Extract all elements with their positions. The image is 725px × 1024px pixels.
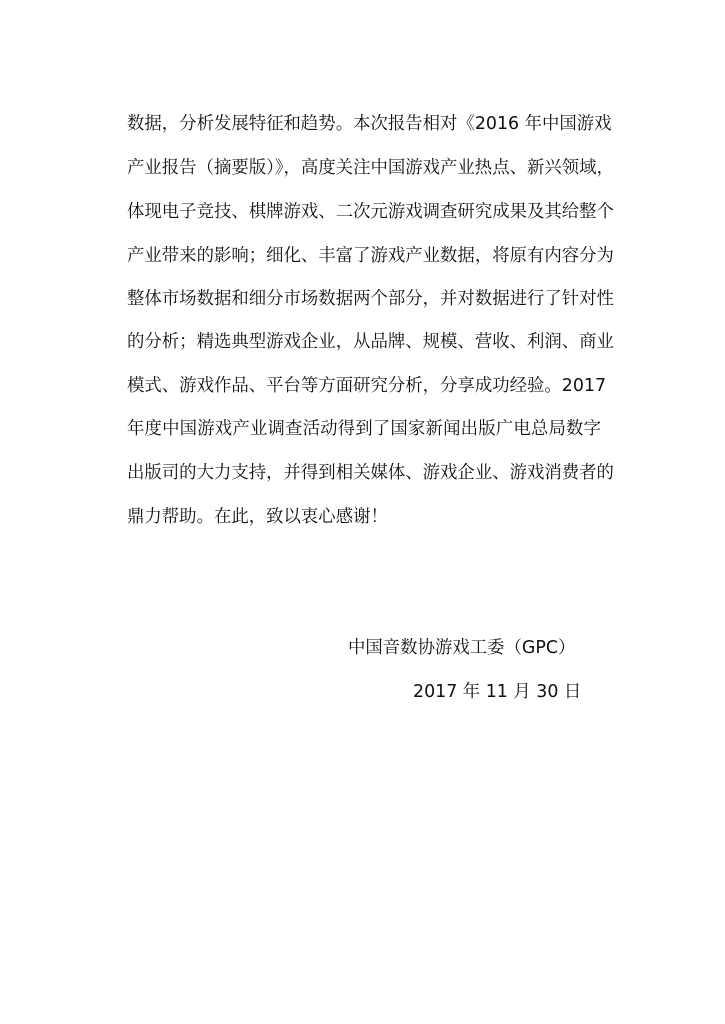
paragraph-line: 的分析；精选典型游戏企业，从品牌、规模、营收、利润、商业 [127, 332, 614, 352]
paragraph-line: 体现电子竞技、棋牌游戏、二次元游戏调查研究成果及其给整个 [127, 202, 614, 222]
paragraph-line: 产业报告（摘要版）》，高度关注中国游戏产业热点、新兴领域， [127, 158, 614, 178]
signature-organization: 中国音数协游戏工委（GPC） [348, 638, 576, 658]
paragraph-line: 数据，分析发展特征和趋势。本次报告相对《2016 年中国游戏 [127, 114, 612, 134]
paragraph-line: 年度中国游戏产业调查活动得到了国家新闻出版广电总局数字 [127, 419, 601, 439]
paragraph-line: 整体市场数据和细分市场数据两个部分，并对数据进行了针对性 [127, 289, 614, 309]
paragraph-line: 产业带来的影响；细化、丰富了游戏产业数据，将原有内容分为 [127, 246, 614, 266]
paragraph-line-last: 鼎力帮助。在此，致以衷心感谢！ [127, 507, 388, 527]
signature-date: 2017 年 11 月 30 日 [413, 682, 582, 702]
paragraph-line: 模式、游戏作品、平台等方面研究分析，分享成功经验。2017 [127, 376, 607, 396]
paragraph-line: 出版司的大力支持，并得到相关媒体、游戏企业、游戏消费者的 [127, 463, 614, 483]
